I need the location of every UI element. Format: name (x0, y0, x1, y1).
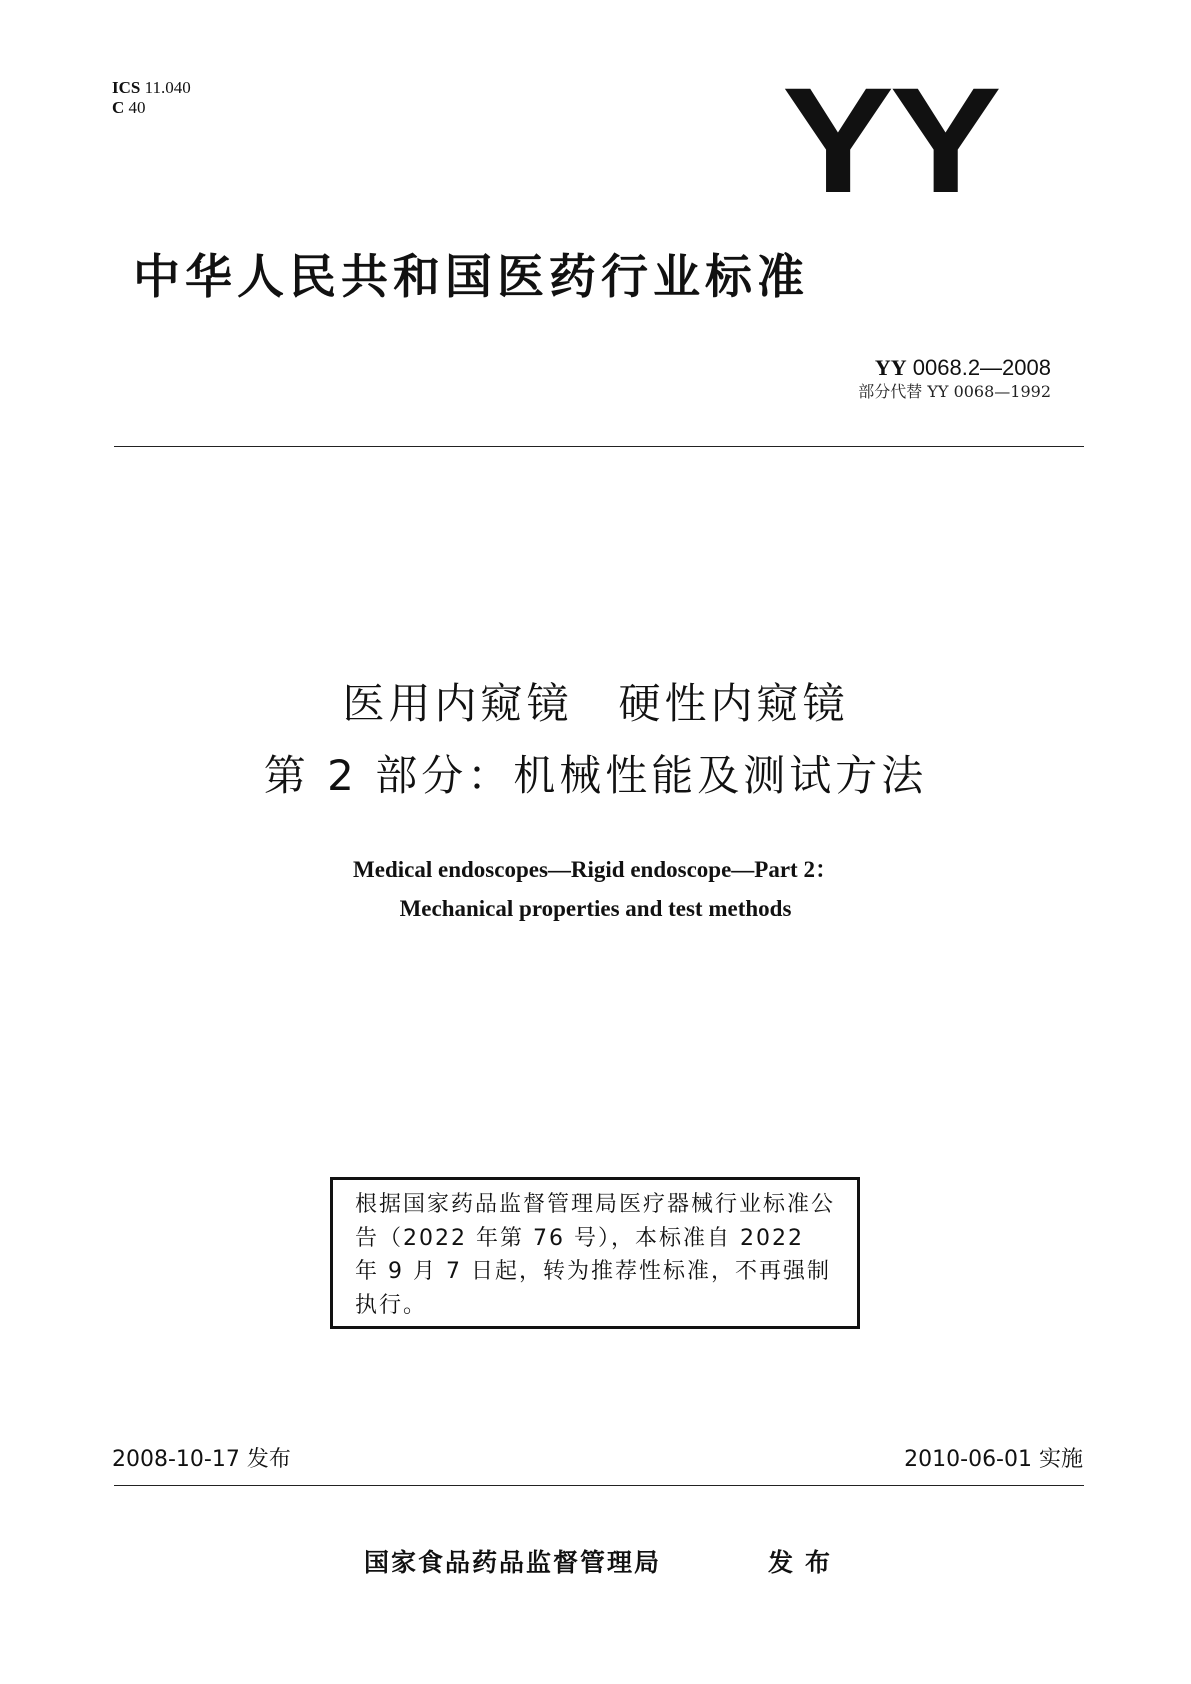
issue-action: 发布 (768, 1548, 843, 1577)
replaces-number: 0068—1992 (953, 382, 1051, 401)
replaces-label: 部分代替 (858, 382, 923, 401)
replaces-note (858, 382, 1051, 402)
standard-code: 0068.2—2008 (912, 355, 1051, 380)
classification-codes (112, 78, 191, 118)
ccs-label: C (112, 98, 125, 117)
cn-title-line-1: 医用内窥镜 硬性内窥镜 (342, 679, 849, 728)
ccs-line (112, 98, 191, 118)
standard-number (875, 355, 1051, 381)
cn-title-line-2: 第 2 部分：机械性能及测试方法 (263, 751, 928, 800)
ccs-code: 40 (128, 98, 146, 117)
header-divider (114, 446, 1084, 447)
ics-line (112, 78, 191, 98)
yy-logo: YY (782, 56, 998, 224)
en-title-line-2: Mechanical properties and test methods (399, 896, 792, 921)
notice-box (330, 1177, 860, 1329)
notice-text: 根据国家药品监督管理局医疗器械行业标准公告（2022 年第 76 号），本标准自 2022 年 9 月 7 日起，转为推荐性标准，不再强制执行。 (355, 1192, 836, 1318)
replaces-prefix: YY (927, 382, 949, 401)
national-standard-title: 中华人民共和国医药行业标准 (133, 250, 809, 305)
footer-divider (114, 1485, 1084, 1486)
publish-date: 2008-10-17 发布 (112, 1447, 291, 1472)
issuing-authority: 国家食品药品监督管理局 (364, 1548, 662, 1577)
ics-label: ICS (112, 78, 141, 97)
en-title-line-1: Medical endoscopes—Rigid endoscope—Part 2： (353, 857, 838, 882)
standard-prefix: YY (874, 355, 907, 380)
effective-date: 2010-06-01 实施 (904, 1447, 1083, 1472)
ics-code: 11.040 (144, 78, 191, 97)
